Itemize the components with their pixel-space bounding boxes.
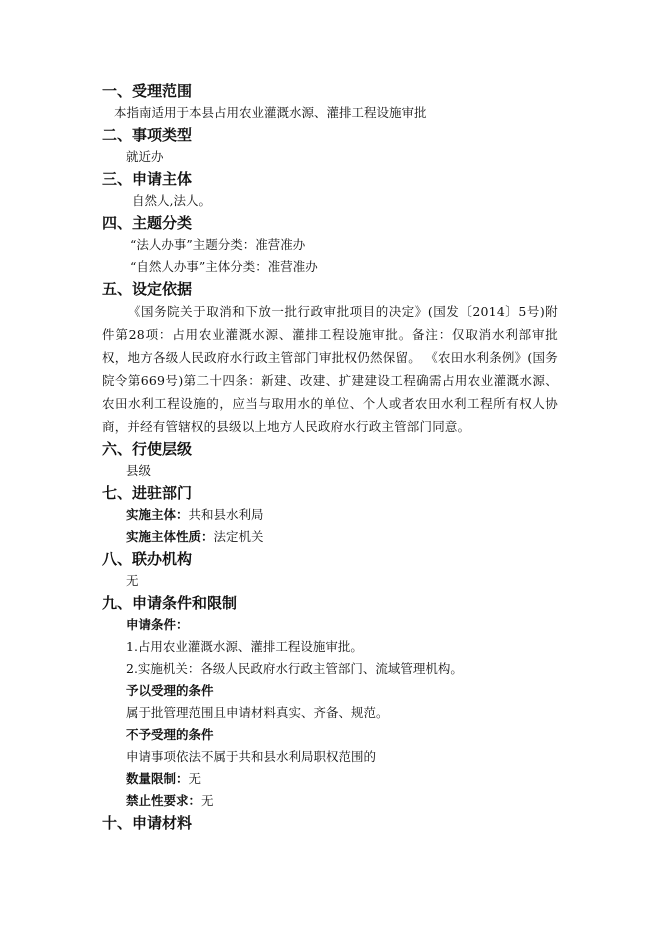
section-heading-theme: 四、主题分类 [102, 214, 193, 232]
implementing-nature-label: 实施主体性质： [126, 529, 214, 544]
implementing-nature-value: 法定机关 [213, 529, 264, 544]
reject-conditions-label: 不予受理的条件 [126, 727, 214, 742]
section-heading-level: 六、行使层级 [102, 440, 193, 458]
section-heading-scope: 一、受理范围 [102, 82, 193, 100]
applicant-text: 自然人,法人。 [132, 193, 211, 208]
condition-item-1: 1.占用农业灌溉水源、灌排工程设施审批。 [126, 639, 363, 654]
section-heading-applicant: 三、申请主体 [102, 170, 193, 188]
quantity-limit-row [102, 768, 572, 790]
implementing-nature-row [102, 526, 572, 548]
implementing-body-label: 实施主体： [126, 507, 189, 522]
section-heading-item-type: 二、事项类型 [102, 126, 193, 144]
condition-item-2: 2.实施机关：各级人民政府水行政主管部门、流域管理机构。 [126, 661, 463, 676]
accept-conditions-label: 予以受理的条件 [126, 683, 214, 698]
section-heading-joint-agency: 八、联办机构 [102, 550, 193, 568]
quantity-limit-value: 无 [188, 771, 202, 786]
level-text: 县级 [126, 463, 152, 478]
quantity-limit-label: 数量限制： [126, 771, 189, 786]
section-heading-materials: 十、申请材料 [102, 814, 193, 832]
item-type-text: 就近办 [126, 149, 164, 164]
prohibition-value: 无 [201, 793, 214, 808]
section-heading-basis: 五、设定依据 [102, 280, 193, 298]
basis-paragraph: 《国务院关于取消和下放一批行政审批项目的决定》(国发〔2014〕5号)附件第28项：占用农业灌溉水源、灌排工程设施审批。备注：仅取消水利部审批权，地方各级人民政府水行政主管部门审批权仍然保留。 《农田水利条例》(国务院令第669号)第二十四条：新建、改建、扩建建设工程确需占用农业灌溉水源、农田水利工程设施的，应当与取用水的单位、个人或者农田水利工程所有权人协商，并经有管辖权的县级以上地方人民政府水行政主管部门同意。 [102, 304, 558, 434]
section-heading-conditions: 九、申请条件和限制 [102, 594, 238, 612]
reject-conditions-text: 申请事项依法不属于共和县水利局职权范围的 [126, 749, 377, 764]
prohibition-row [102, 790, 572, 812]
scope-text: 本指南适用于本县占用农业灌溉水源、灌排工程设施审批 [114, 105, 427, 120]
accept-conditions-text: 属于批管理范围且申请材料真实、齐备、规范。 [126, 705, 389, 720]
document-content [102, 80, 572, 834]
implementing-body-value: 共和县水利局 [188, 507, 264, 522]
implementing-body-row [102, 504, 572, 526]
joint-agency-text: 无 [126, 573, 139, 588]
theme-legal-person: “法人办事”主题分类：准营准办 [130, 237, 306, 252]
theme-natural-person: “自然人办事”主体分类：准营准办 [130, 259, 318, 274]
prohibition-label: 禁止性要求： [126, 793, 202, 808]
section-heading-department: 七、进驻部门 [102, 484, 193, 502]
conditions-label: 申请条件： [126, 617, 189, 632]
